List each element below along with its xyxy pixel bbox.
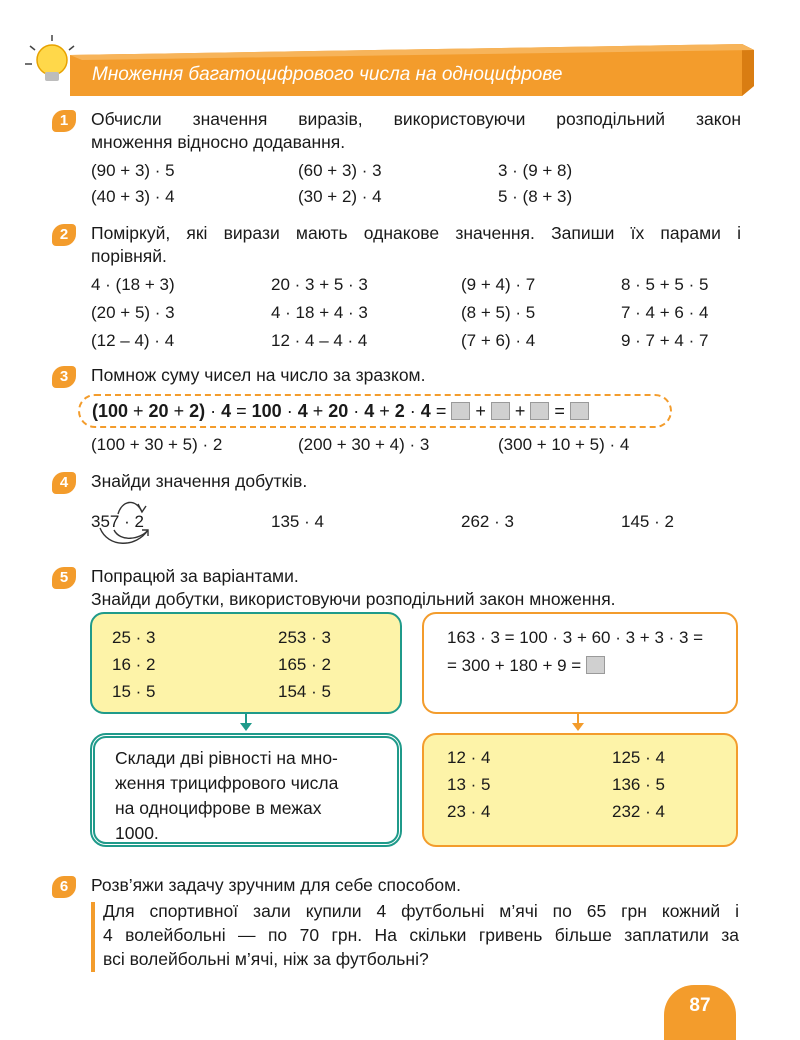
answer-box[interactable] <box>570 402 589 420</box>
expression: 145 · 2 <box>621 512 674 531</box>
expression: (8 + 5) · 5 <box>461 303 536 322</box>
task-number: 4 <box>52 472 76 494</box>
expression: 12 · 4 <box>447 748 491 767</box>
expression: (100 + 30 + 5) · 2 <box>91 435 223 454</box>
task-text: множення відносно додавання. <box>91 132 346 152</box>
instruction-text: Склади дві рівності на мно- <box>115 748 338 768</box>
task-number: 1 <box>52 110 76 132</box>
expression: (7 + 6) · 4 <box>461 331 536 350</box>
expression: 125 · 4 <box>612 748 665 767</box>
task-number: 3 <box>52 366 76 388</box>
expression: (40 + 3) · 4 <box>91 187 175 206</box>
task-text: Поміркуй, які вирази мають однакове значення. Запиши їх парами і <box>91 223 741 243</box>
instruction-text: 1000. <box>115 823 159 843</box>
arrow-down-icon <box>236 713 256 733</box>
answer-box[interactable] <box>451 402 470 420</box>
instruction-text: на одноцифрове в межах <box>115 798 322 818</box>
problem-text: Для спортивної зали купили 4 футбольні м’ячі по 65 грн кожний і <box>103 901 739 921</box>
arrow-down-icon <box>568 713 588 733</box>
problem-bar <box>91 902 95 972</box>
expression: 12 · 4 – 4 · 4 <box>271 331 368 350</box>
expression: 23 · 4 <box>447 802 491 821</box>
expression: 262 · 3 <box>461 512 514 531</box>
expression: 9 · 7 + 4 · 7 <box>621 331 709 350</box>
expression: (90 + 3) · 5 <box>91 161 175 180</box>
expression: 357 · 2 <box>91 512 144 531</box>
expression: (30 + 2) · 4 <box>298 187 382 206</box>
expression: 154 · 5 <box>278 682 331 701</box>
expression: 165 · 2 <box>278 655 331 674</box>
task-text: Обчисли значення виразів, використовуючи розподільний закон <box>91 109 741 129</box>
expression: 16 · 2 <box>112 655 156 674</box>
problem-text: всі волейбольні м’ячі, ніж за футбольні? <box>103 949 429 969</box>
sample-line: = 300 + 180 + 9 = <box>447 654 605 678</box>
sample-line: 163 · 3 = 100 · 3 + 60 · 3 + 3 · 3 = <box>447 628 704 647</box>
sample-equation: (100 + 20 + 2) · 4 = 100 · 4 + 20 · 4 + 2 · 4 = + + = <box>92 399 589 423</box>
task-number: 6 <box>52 876 76 898</box>
instruction-text: ження трицифрового числа <box>115 773 339 793</box>
expression: (9 + 4) · 7 <box>461 275 536 294</box>
expression: 232 · 4 <box>612 802 665 821</box>
expression: 4 · (18 + 3) <box>91 275 175 294</box>
expression: 4 · 18 + 4 · 3 <box>271 303 368 322</box>
answer-box[interactable] <box>491 402 510 420</box>
expression: 5 · (8 + 3) <box>498 187 573 206</box>
expression: (20 + 5) · 3 <box>91 303 175 322</box>
task-text: Розв’яжи задачу зручним для себе способом. <box>91 875 462 895</box>
answer-box[interactable] <box>586 656 605 674</box>
expression: 20 · 3 + 5 · 3 <box>271 275 368 294</box>
task-text: Помнож суму чисел на число за зразком. <box>91 365 426 385</box>
task-text: порівняй. <box>91 246 167 266</box>
task-text: Попрацюй за варіантами. <box>91 566 299 586</box>
expression: (200 + 30 + 4) · 3 <box>298 435 430 454</box>
task-number: 2 <box>52 224 76 246</box>
expression: 136 · 5 <box>612 775 665 794</box>
task-text: Знайди значення добутків. <box>91 471 308 491</box>
task-number: 5 <box>52 567 76 589</box>
expression: 13 · 5 <box>447 775 491 794</box>
answer-box[interactable] <box>530 402 549 420</box>
expression: 253 · 3 <box>278 628 331 647</box>
page-title: Множення багатоцифрового числа на одноцифрове <box>92 64 563 85</box>
lightbulb-icon <box>22 32 82 92</box>
expression: (300 + 10 + 5) · 4 <box>498 435 630 454</box>
expression: 7 · 4 + 6 · 4 <box>621 303 709 322</box>
task-text: Знайди добутки, використовуючи розподільний закон множення. <box>91 589 616 609</box>
page-number: 87 <box>689 995 711 1016</box>
header-banner <box>0 0 800 110</box>
expression: 15 · 5 <box>112 682 156 701</box>
expression: 8 · 5 + 5 · 5 <box>621 275 709 294</box>
expression: 25 · 3 <box>112 628 156 647</box>
expression: 135 · 4 <box>271 512 324 531</box>
expression: (12 – 4) · 4 <box>91 331 175 350</box>
expression: 3 · (9 + 8) <box>498 161 573 180</box>
problem-text: 4 волейбольні — по 70 грн. На скільки гривень більше заплатили за <box>103 925 739 945</box>
expression: (60 + 3) · 3 <box>298 161 382 180</box>
